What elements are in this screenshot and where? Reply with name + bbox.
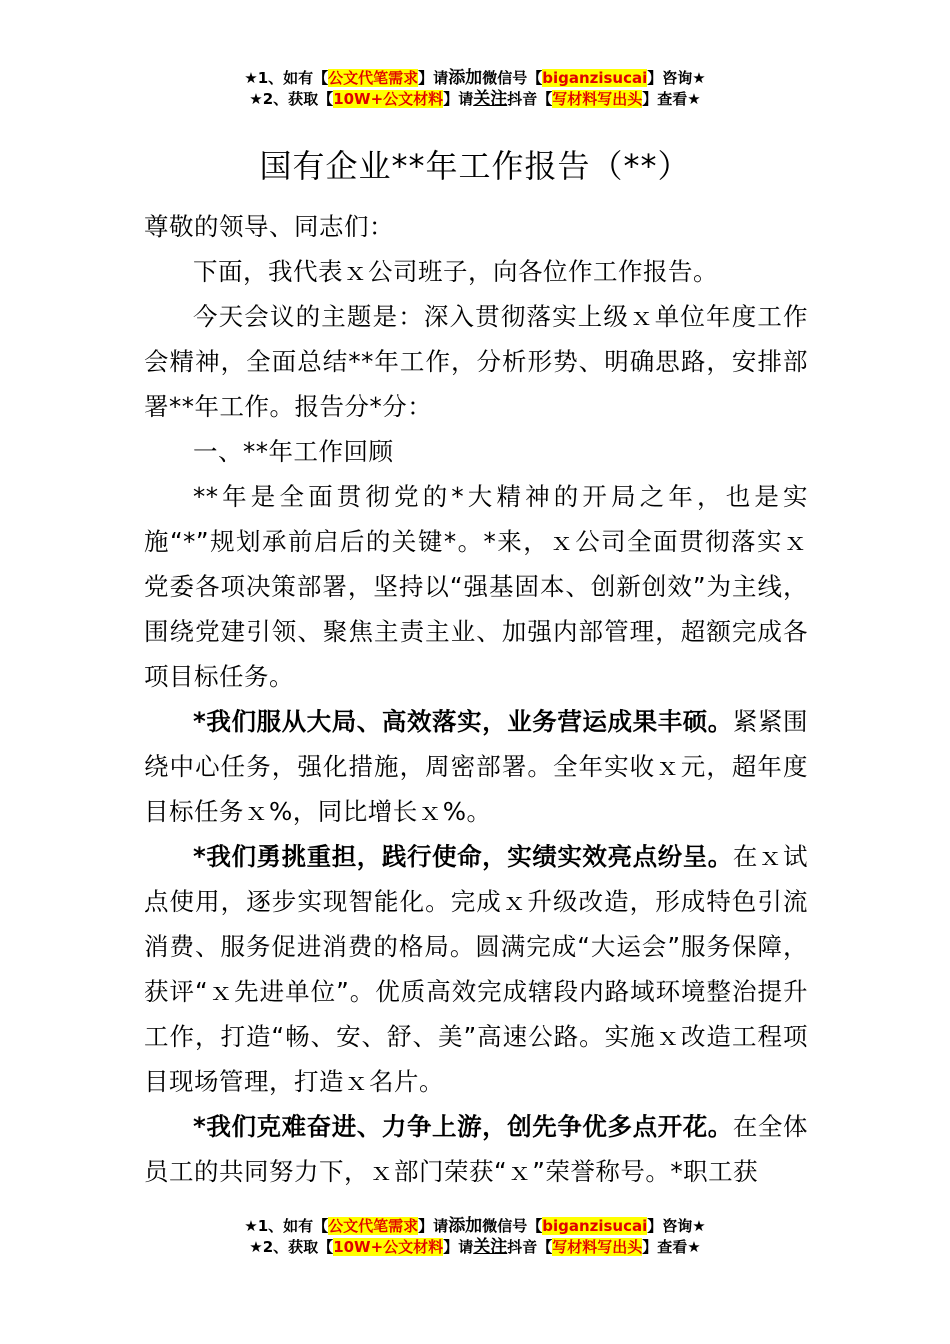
banner-text: 】请 [418, 69, 449, 87]
banner-text: 微信号【 [482, 1217, 543, 1235]
footer-banner [0, 1216, 950, 1258]
banner-douyin-id: 写材料写出头 [552, 1238, 643, 1256]
banner-text: 】请 [443, 90, 474, 108]
banner-line-2 [0, 89, 950, 110]
paragraph: 今天会议的主题是：深入贯彻落实上级ｘ单位年度工作会精神，全面总结**年工作，分析形势、明确思路，安排部署**年工作。报告分*分： [144, 302, 808, 421]
section-text: 在ｘ试点使用，逐步实现智能化。完成ｘ升级改造，形成特色引流消费、服务促进消费的格局。圆满完成“大运会”服务保障，获评“ｘ先进单位”。优质高效完成辖段内路域环境整治提升工作，打造“畅、安、舒、美”高速公路。实施ｘ改造工程项目现场管理，打造ｘ名片。 [144, 842, 808, 1096]
banner-highlight: 公文代笔需求 [328, 1217, 419, 1235]
banner-emphasis: 关注 [473, 89, 508, 109]
section-paragraph [144, 699, 808, 834]
section-heading: 一、**年工作回顾 [193, 437, 394, 466]
banner-highlight: 10W+公文材料 [333, 1238, 444, 1256]
banner-text: 】查看★ [642, 90, 701, 108]
paragraph: **年是全面贯彻党的*大精神的开局之年，也是实施“*”规划承前启后的关键*。*来，ｘ公司全面贯彻落实ｘ党委各项决策部署，坚持以“强基固本、创新创效”为主线，围绕党建引领、聚焦主责主业、加强内部管理，超额完成各项目标任务。 [144, 482, 808, 691]
banner-highlight: 公文代笔需求 [328, 69, 419, 87]
section-lead: *我们勇挑重担，践行使命，实绩实效亮点纷呈。 [193, 842, 733, 871]
banner-text: 抖音【 [507, 90, 553, 108]
banner-emphasis: 添加 [448, 68, 483, 88]
document-body [144, 204, 808, 1194]
banner-wechat-id: biganzisucai [542, 1217, 648, 1235]
banner-text: 微信号【 [482, 69, 543, 87]
banner-highlight: 10W+公文材料 [333, 90, 444, 108]
banner-line-1 [0, 1216, 950, 1237]
banner-text: 】请 [443, 1238, 474, 1256]
banner-text: 】查看★ [642, 1238, 701, 1256]
banner-emphasis: 关注 [473, 1237, 508, 1257]
banner-line-1 [0, 68, 950, 89]
section-paragraph [144, 834, 808, 1104]
banner-line-2 [0, 1237, 950, 1258]
section-paragraph [144, 1104, 808, 1194]
banner-text: ★2、获取【 [249, 90, 334, 108]
salutation: 尊敬的领导、同志们： [144, 212, 394, 241]
section-text: 在全体员工的共同努力下，ｘ部门荣获“ｘ”荣誉称号。*职工获 [144, 1112, 808, 1186]
banner-text: ★1、如有【 [244, 69, 329, 87]
banner-wechat-id: biganzisucai [542, 69, 648, 87]
banner-text: 】请 [418, 1217, 449, 1235]
banner-text: 】咨询★ [647, 1217, 706, 1235]
banner-text: ★1、如有【 [244, 1217, 329, 1235]
banner-text: 抖音【 [507, 1238, 553, 1256]
header-banner [0, 68, 950, 110]
paragraph: 下面，我代表ｘ公司班子，向各位作工作报告。 [193, 257, 718, 286]
banner-text: ★2、获取【 [249, 1238, 334, 1256]
banner-douyin-id: 写材料写出头 [552, 90, 643, 108]
banner-text: 】咨询★ [647, 69, 706, 87]
banner-emphasis: 添加 [448, 1216, 483, 1236]
section-lead: *我们服从大局、高效落实，业务营运成果丰硕。 [193, 707, 733, 736]
section-text: 紧紧围绕中心任务，强化措施，周密部署。全年实收ｘ元，超年度目标任务ｘ%，同比增长ｘ%。 [144, 707, 808, 826]
document-title: 国有企业**年工作报告（**） [259, 147, 691, 185]
section-lead: *我们克难奋进、力争上游，创先争优多点开花。 [193, 1112, 733, 1141]
